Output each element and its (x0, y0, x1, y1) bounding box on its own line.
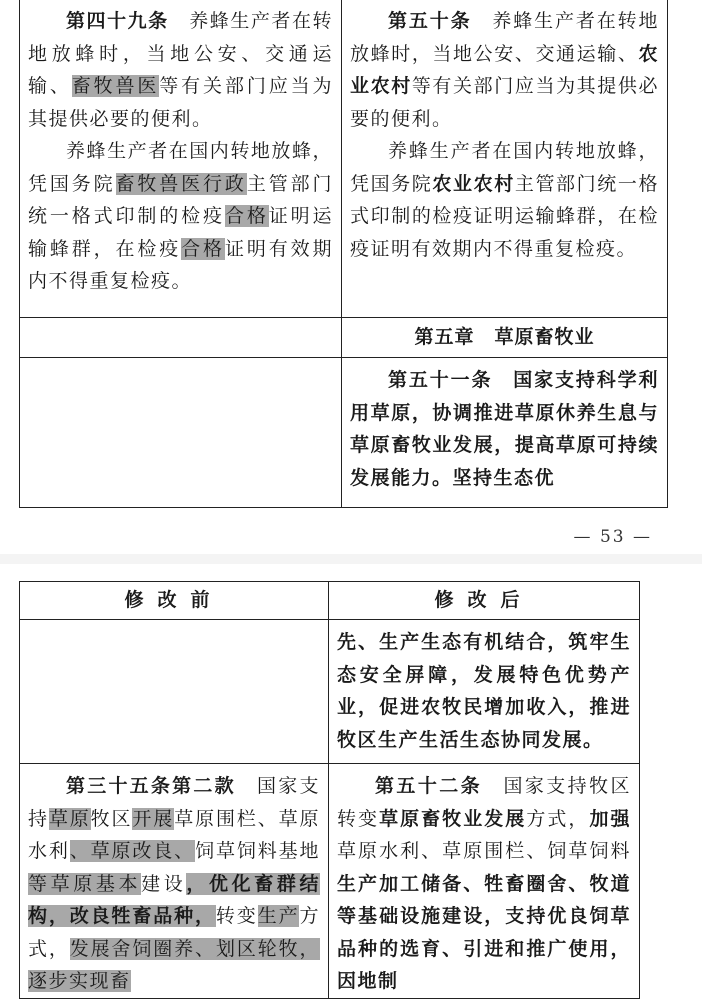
highlight-run: 草原 (48, 807, 91, 830)
highlight-run: 合格 (181, 237, 225, 260)
text-run: 第五十二条 (375, 775, 483, 797)
highlight-run: 畜牧兽医行政 (115, 172, 247, 195)
right-cell-article-51-cont (329, 620, 640, 764)
text-run: 加强 (589, 807, 631, 830)
right-cell-article-52 (329, 764, 640, 999)
text-run: 第四十九条 (66, 10, 169, 32)
left-cell-article-49 (20, 0, 342, 318)
text-run: 国家支持牧区转变 (337, 775, 631, 830)
chapter-heading: 第五章 草原畜牧业 (342, 318, 668, 358)
text-run: 草原畜牧业发展 (379, 807, 527, 830)
empty-cell (20, 318, 342, 358)
highlight-run: 合格 (224, 205, 269, 227)
highlight-run: 等草原基本 (28, 872, 142, 895)
highlight-run: ，优化畜群结构，改良牲畜品种， (28, 872, 320, 927)
table-row (20, 358, 668, 508)
text-run: 牧区 (90, 807, 133, 830)
left-cell-article-35 (20, 764, 329, 999)
text-run: 养蜂生产者在转地放蜂时，当地公安、交通运输、 (350, 10, 659, 65)
table-row (20, 620, 640, 764)
text-run: 饲草饲料基地 (195, 840, 320, 862)
article-52-para (337, 770, 631, 998)
text-run: 证明运输蜂群，在检疫 (28, 205, 333, 260)
article-35-para (28, 770, 320, 998)
text-run: 等有关部门应当为其提供必要的便利。 (350, 75, 659, 130)
text-run: 转变 (215, 905, 258, 927)
table-row (20, 764, 640, 999)
text-run: 草原水利、草原围栏、饲草饲料 (337, 840, 631, 862)
text-run: 方式， (28, 905, 320, 960)
highlight-run: 、草原改良、 (69, 840, 196, 862)
text-run: 先、生产生态有机结合，筑牢生态安全屏障，发展特色优势产业，促进农牧民增加收入，推进牧区生产生活生态协同发展。 (337, 631, 631, 751)
highlight-run: 生产 (257, 905, 300, 927)
highlight-run: 畜牧兽医 (71, 75, 160, 97)
empty-cell (20, 620, 329, 764)
text-run: 农业农村 (350, 42, 659, 97)
table-row (20, 318, 668, 358)
header-before: 修改前 (20, 582, 329, 620)
empty-cell (20, 358, 342, 508)
table-header-row (20, 582, 640, 620)
right-cell-article-50 (342, 0, 668, 318)
text-run: 第三十五条第二款 (66, 775, 236, 797)
article-50-para-1 (350, 5, 659, 135)
text-run: 农业农村 (432, 172, 515, 195)
text-run: 草原围栏、草原水利 (28, 807, 320, 862)
text-run: 国家支持 (28, 775, 320, 830)
highlight-run: 开展 (132, 807, 175, 830)
article-49-para-2 (28, 135, 333, 298)
text-run: 等有关部门应当为其提供必要的便利。 (28, 75, 333, 130)
text-run: 方式， (526, 807, 590, 830)
text-run: 建设 (141, 872, 187, 895)
text-run: 证明有效期内不得重复检疫。 (28, 237, 333, 292)
article-51-para (350, 364, 659, 494)
article-51-continuation (337, 626, 631, 756)
highlight-run: 发展舍饲圈养、划区轮牧，逐步实现畜 (28, 937, 320, 992)
top-comparison-table (19, 0, 668, 508)
page-number: — 53 — (573, 527, 652, 547)
article-49-para-1 (28, 5, 333, 135)
text-run: 主管部门统一格式印制的检疫证明运输蜂群，在检疫证明有效期内不得重复检疫。 (350, 172, 659, 260)
text-run: 养蜂生产者在转地放蜂时，当地公安、交通运输、 (28, 10, 333, 97)
text-run: 第五十一条 国家支持科学利用草原，协调推进草原休养生息与草原畜牧业发展，提高草原可持续发展能力。坚持生态优 (350, 369, 659, 489)
text-run: 养蜂生产者在国内转地放蜂，凭国务院 (350, 140, 659, 195)
bottom-comparison-table (19, 581, 640, 999)
header-after: 修改后 (329, 582, 640, 620)
text-run: 第五十条 (388, 10, 472, 32)
article-50-para-2 (350, 135, 659, 265)
page-gap (0, 554, 702, 564)
text-run: 主管部门统一格式印制的检疫 (28, 172, 333, 227)
table-row (20, 0, 668, 318)
right-cell-article-51 (342, 358, 668, 508)
text-run: 生产加工储备、牲畜圈舍、牧道等基础设施建设，支持优良饲草品种的选育、引进和推广使用，因地制 (337, 872, 631, 992)
text-run: 养蜂生产者在国内转地放蜂，凭国务院 (28, 140, 333, 195)
